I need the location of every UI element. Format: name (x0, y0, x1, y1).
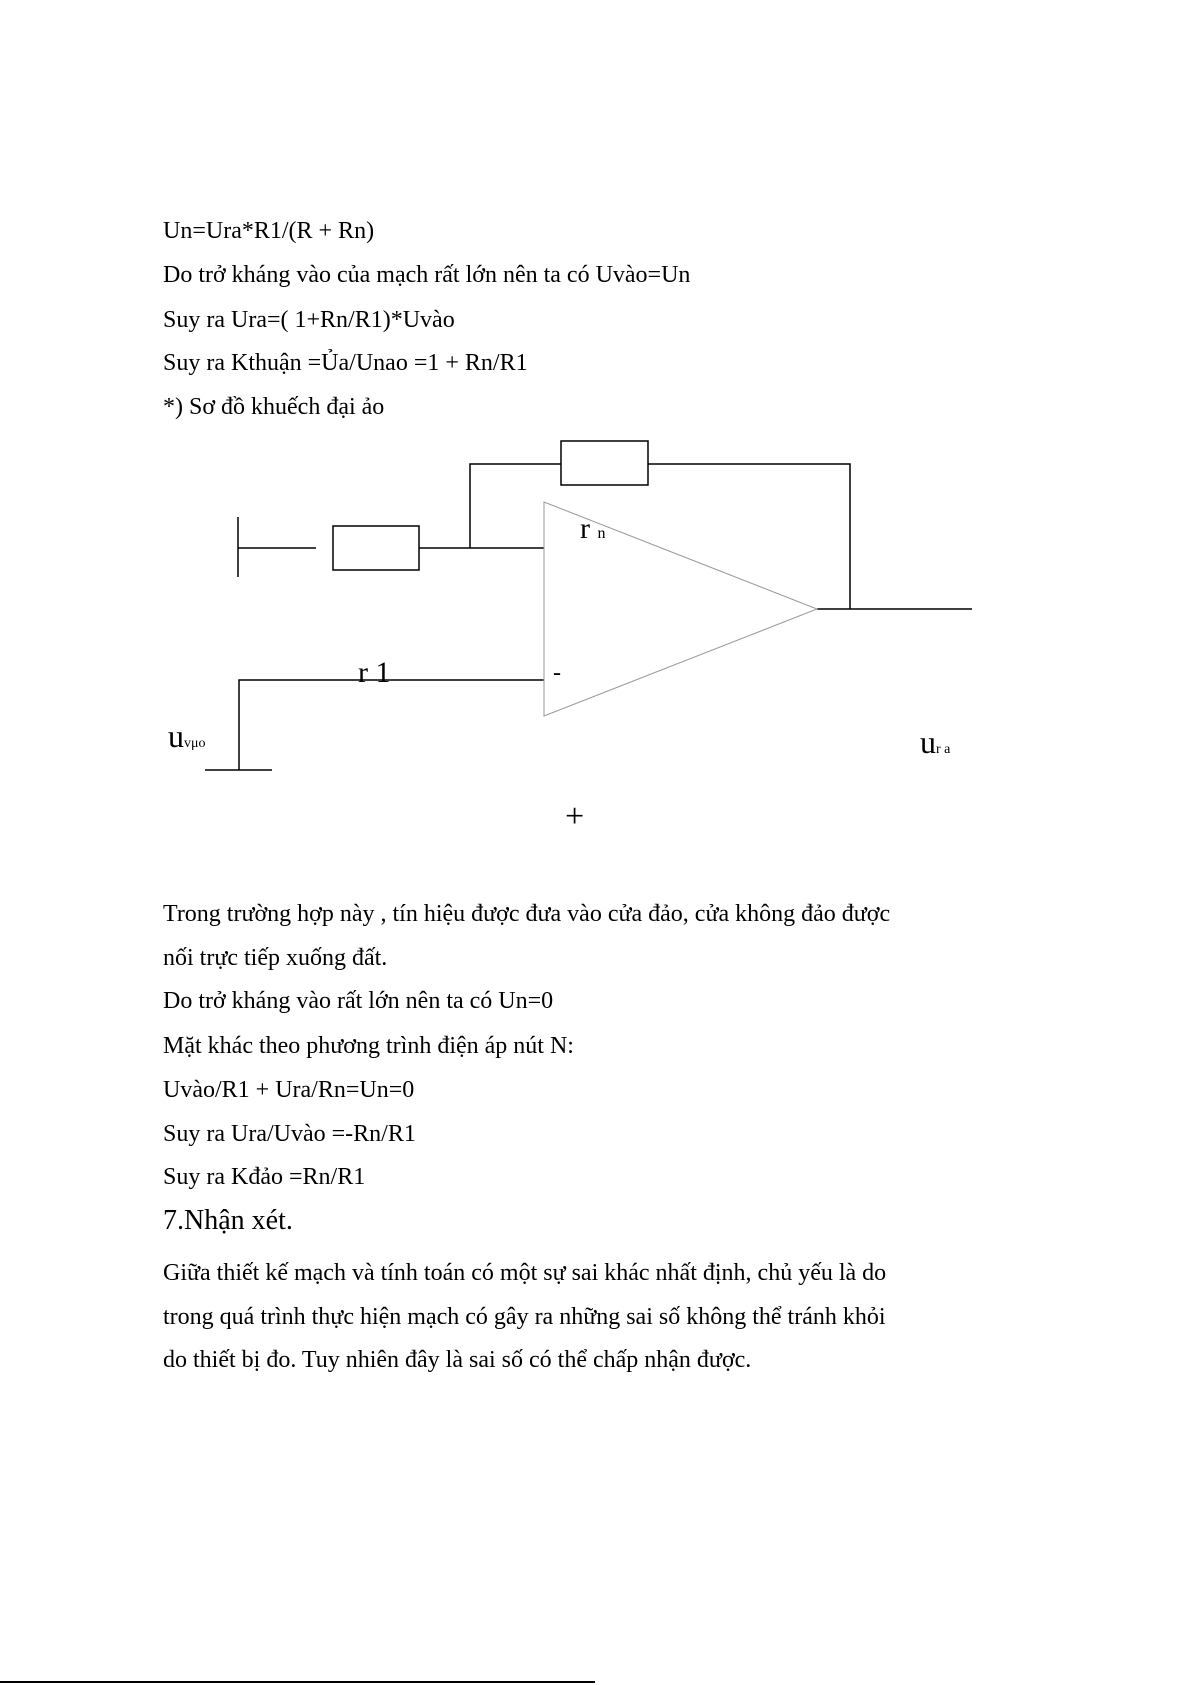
text-line: Un=Ura*R1/(R + Rn) (163, 218, 375, 244)
output-voltage-label: ur a (920, 724, 951, 760)
heading: 7.Nhận xét. (163, 1205, 293, 1236)
text-line: Uvào/R1 + Ura/Rn=Un=0 (163, 1077, 415, 1103)
wire (239, 680, 544, 770)
section-title: *) Sơ đồ khuếch đại ảo (163, 394, 385, 420)
r1-label: r 1 (358, 656, 391, 689)
text-line: Giữa thiết kế mạch và tính toán có một sự sai khác nhất định, chủ yếu là do (163, 1260, 887, 1286)
text-line: Do trở kháng vào của mạch rất lớn nên ta có Uvào=Un (163, 262, 691, 288)
text-line: trong quá trình thực hiện mạch có gây ra những sai số không thể tránh khỏi (163, 1304, 886, 1330)
text-line: Mặt khác theo phương trình điện áp nút N: (163, 1033, 574, 1059)
text-line: Trong trường hợp này , tín hiệu được đưa vào cửa đảo, cửa không đảo được (163, 901, 891, 927)
rn-label: r n (580, 512, 606, 545)
page-bottom-rule (0, 1681, 595, 1683)
text-line: nối trực tiếp xuống đất. (163, 945, 388, 971)
input-voltage-label: uvμo (168, 718, 206, 754)
text-line: Suy ra Kthuận =Ủa/Unao =1 + Rn/R1 (163, 350, 528, 376)
text-line: Suy ra Ura=( 1+Rn/R1)*Uvào (163, 307, 455, 333)
plus-label: + (565, 798, 585, 835)
wire (470, 464, 561, 548)
text-line: Suy ra Ura/Uvào =-Rn/R1 (163, 1121, 416, 1147)
minus-label: - (553, 660, 561, 686)
text-line: do thiết bị đo. Tuy nhiên đây là sai số có thể chấp nhận được. (163, 1347, 752, 1373)
wire (648, 464, 850, 609)
feedback-resistor (561, 441, 648, 485)
text-line: Suy ra Kđảo =Rn/R1 (163, 1164, 366, 1190)
input-resistor (333, 526, 419, 570)
text-line: Do trở kháng vào rất lớn nên ta có Un=0 (163, 988, 554, 1014)
